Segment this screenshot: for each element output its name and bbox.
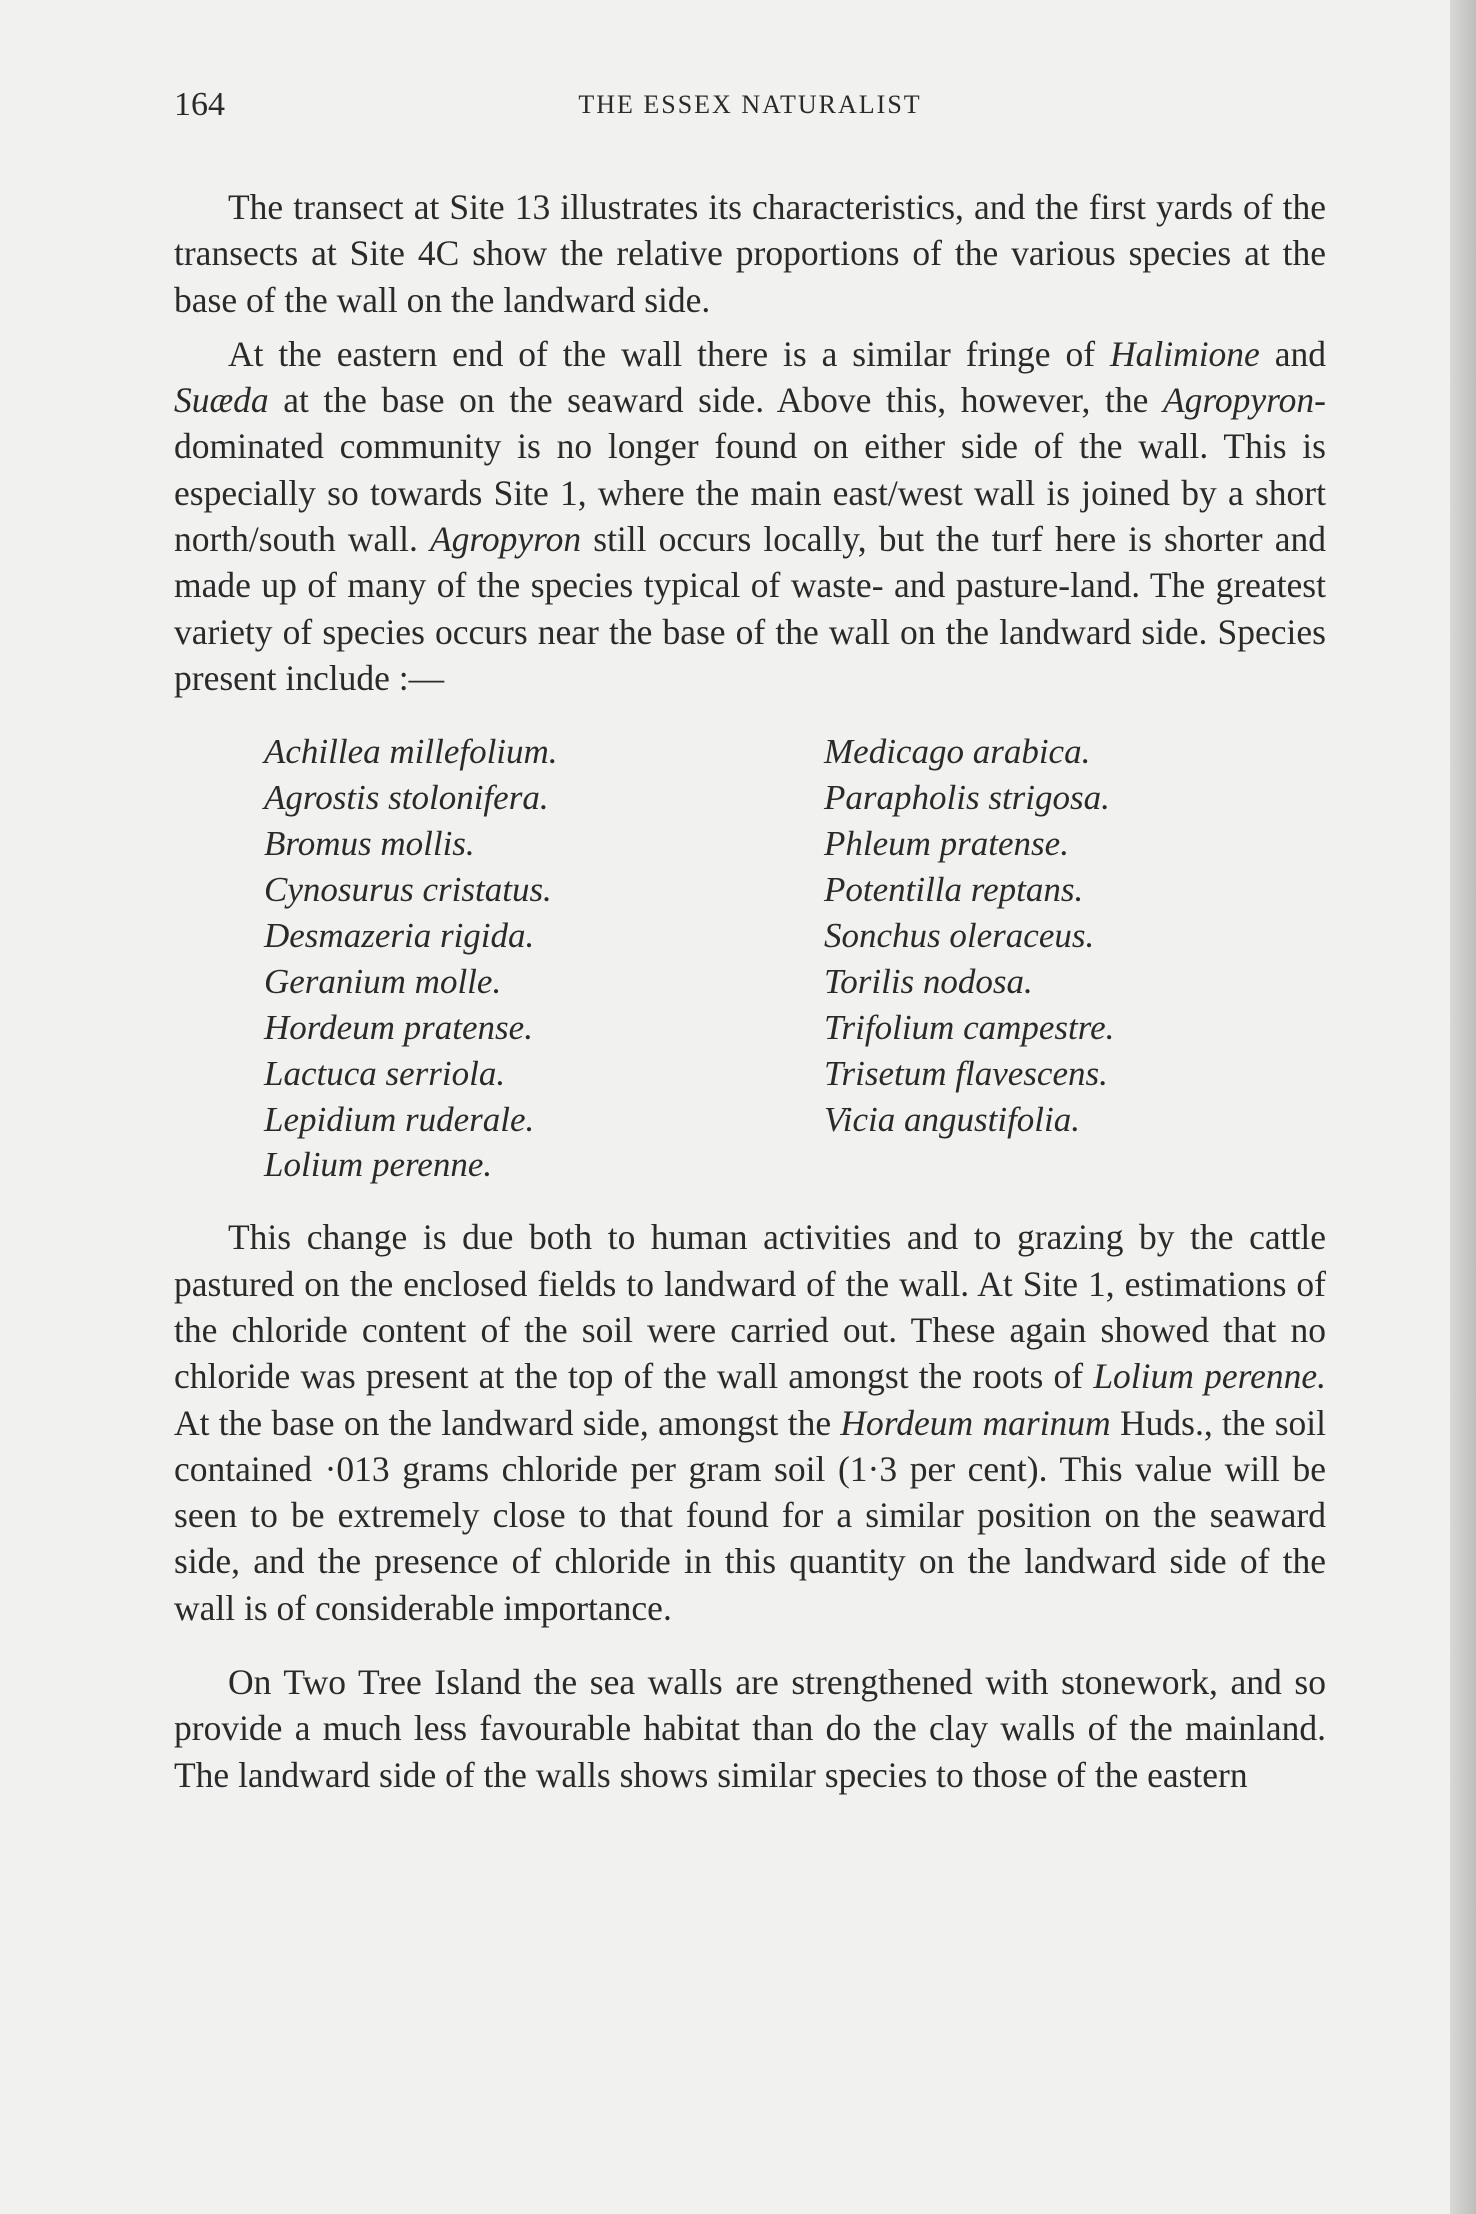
page-header xyxy=(174,86,1326,136)
species-name: Halimione xyxy=(1109,333,1260,374)
species-list-item: Geranium molle. xyxy=(264,961,502,1001)
species-list-item: Medicago arabica. xyxy=(824,732,1091,772)
species-list-item: Torilis nodosa. xyxy=(824,961,1033,1001)
text-run: At the eastern end of the wall there is a similar fringe of xyxy=(228,333,1110,374)
paragraph-4: On Two Tree Island the sea walls are strengthened with stonework, and so provide a much less favourable habitat than do the clay walls of the mainland. The landward side of the walls shows similar species to those of the eastern xyxy=(174,1662,1326,1795)
species-list-item: Agrostis stolonifera. xyxy=(264,778,549,818)
species-name: Lolium perenne. xyxy=(1093,1356,1327,1397)
species-name: Agropyron xyxy=(429,519,582,560)
species-list-item: Lactuca serriola. xyxy=(264,1053,506,1093)
text-run: Huds., the soil contained ·013 grams chloride per gram soil (1·3 per cent). This value will be seen to be extremely close to that found for a similar position on the seaward side, and the presence of chloride in this quantity on the landward side of the wall is of considerable importance. xyxy=(174,1402,1326,1628)
text-run: still occurs locally, but the turf here is shorter and made up of many of the species typical of waste- and pasture-land. The greatest variety of species occurs near the base of the wall on the landward side. Species present include :— xyxy=(174,519,1326,698)
species-list-item: Potentilla reptans. xyxy=(824,869,1084,909)
text-run: This change is due both to human activities and to grazing by the cattle pastured on the enclosed fields to landward of the wall. At Site 1, estimations of the chloride content of the soil were carried out. These again showed that no chloride was present at the top of the wall amongst the roots of xyxy=(174,1217,1326,1397)
species-list-item: Lolium perenne. xyxy=(264,1145,493,1185)
species-list-item: Hordeum pratense. xyxy=(264,1007,533,1047)
species-list-item: Vicia angustifolia. xyxy=(824,1099,1081,1139)
book-page xyxy=(174,86,1326,1798)
text-run: and xyxy=(1259,333,1326,374)
species-name: Hordeum marinum xyxy=(840,1402,1111,1443)
species-list-item: Bromus mollis. xyxy=(264,824,475,864)
species-list-item: Cynosurus cristatus. xyxy=(264,869,552,909)
paragraph-2 xyxy=(174,331,1326,701)
species-list-left-column xyxy=(264,729,824,1188)
paragraph-1: The transect at Site 13 illustrates its characteristics, and the first yards of the transects at Site 4C show the relative proportions of the various species at the base of the wall on the landward side. xyxy=(174,187,1326,320)
species-list-item: Parapholis strigosa. xyxy=(824,778,1110,818)
text-run: at the base on the seaward side. Above this, however, the xyxy=(268,380,1163,421)
species-list-item: Desmazeria rigida. xyxy=(264,915,535,955)
species-list-item: Trifolium campestre. xyxy=(824,1007,1115,1047)
species-list xyxy=(174,729,1326,1188)
paragraph-3 xyxy=(174,1214,1326,1631)
species-list-item: Sonchus oleraceus. xyxy=(824,915,1095,955)
species-list-right-column xyxy=(824,729,1324,1188)
text-run: -dominated community is no longer found on either side of the wall. This is especially so towards Site 1, where the main east/west wall is joined by a short north/south wall. xyxy=(174,380,1326,560)
text-run: At the base on the landward side, amongst the xyxy=(174,1402,841,1443)
species-list-item: Lepidium ruderale. xyxy=(264,1099,535,1139)
page-edge-shadow xyxy=(1450,0,1476,2214)
page-number: 164 xyxy=(174,86,225,123)
species-list-item: Achillea millefolium. xyxy=(264,732,558,772)
species-name: Suæda xyxy=(174,380,269,421)
species-list-item: Trisetum flavescens. xyxy=(824,1053,1108,1093)
species-name: Agropyron xyxy=(1162,380,1315,421)
running-title: THE ESSEX NATURALIST xyxy=(578,90,922,119)
species-list-item: Phleum pratense. xyxy=(824,824,1069,864)
